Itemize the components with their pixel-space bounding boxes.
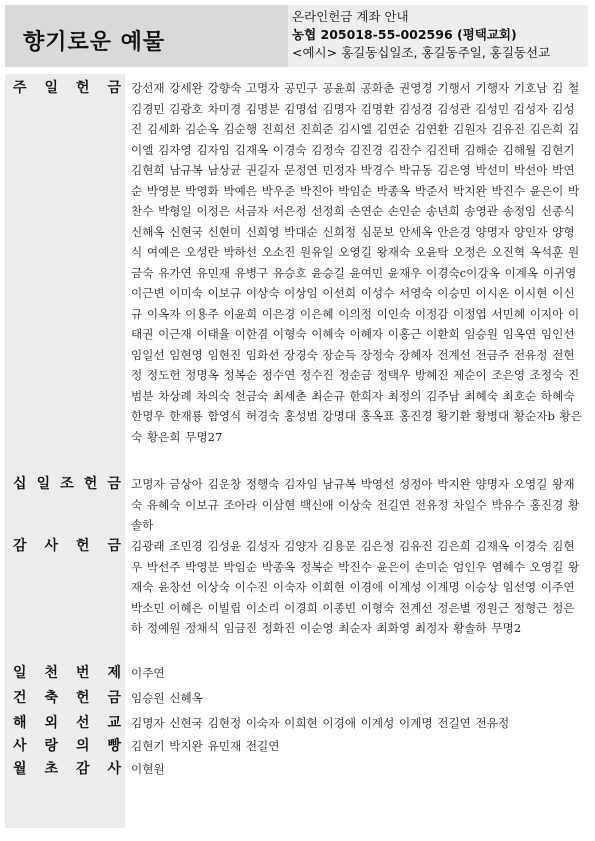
section-bread-of-love xyxy=(5,736,588,758)
category-label-char: 초 xyxy=(44,761,59,777)
category-label-char: 천 xyxy=(44,665,59,681)
category-label-char: 십 xyxy=(13,476,27,492)
donor-names: 이주연 xyxy=(131,666,165,680)
category-label xyxy=(13,663,121,684)
category-label-char: 번 xyxy=(75,665,90,681)
category-label-char: 헌 xyxy=(75,690,90,706)
category-label-char: 금 xyxy=(107,80,121,96)
section-month-start-thanks xyxy=(5,759,588,781)
category-label xyxy=(13,713,121,734)
donor-names: 김광래 조민경 김성윤 김성자 김양자 김용문 김은정 김유진 김은희 김재옥 이경숙 김현우 박선주 박영분 박임순 박종옥 정복순 박진수 윤은이 손미순 엄인우 염혜수 오영길 왕재숙 윤창선 이상숙 이수진 이숙자 이희현 이경애 이계성 이계명 이승상 임선영 이주연 박소민 이혜은 이빌립 이소리 이경희 이종빈 이형숙 전계선 정은별 정원근 정형근 정은하 정예원 정채식 임금진 정화진 이순영 최순자 최화영 최정자 황솔하 무명2 xyxy=(131,539,580,635)
category-label xyxy=(13,536,121,557)
category-label xyxy=(13,688,121,709)
category-label xyxy=(13,736,121,757)
section-tithe xyxy=(5,474,588,538)
category-label-char: 감 xyxy=(13,538,27,554)
section-overseas-missions xyxy=(5,713,588,735)
donor-names: 강선재 강세완 강향숙 고명자 공민구 공윤희 공화춘 권영경 기행서 기행자 기호남 김 철 김경민 김광호 차미경 김명분 김명섭 김명자 김명환 김성경 김성관 김성민 김성자 김성진 김세화 김순옥 김순행 진희선 진희준 김시엘 김연순 김연환 김원자 김유진 김은희 김이엘 김자영 김자임 김재옥 이경숙 김정숙 김진경 김진수 김진태 김해순 김해월 김현기 김현희 남규복 남상균 권길자 문정연 민정자 박경수 박규동 김은영 박선미 박선아 박연순 박영분 박영화 박예은 박우준 박진아 박임순 박종옥 박준서 박지완 박진수 윤은이 박찬수 박형일 이정은 서금자 서은정 선정희 손연순 손인순 송년희 송영관 송정임 신종식 신해옥 신현국 신현미 신희영 박대순 신희정 심문보 안세옥 안은경 양명자 양인자 양형식 여예은 오성란 박하선 오소진 원유일 오영길 왕재숙 오윤탁 오정은 오진혁 옥석훈 원금숙 유가연 유민재 유병구 유승호 윤승길 윤여민 윤재우 이경숙c이강옥 이계옥 이귀영 이근변 이미숙 이보규 이상숙 이상임 이선희 이성수 서영숙 이승민 이시온 이시현 이신규 이옥자 이용주 이윤희 이은경 이은혜 이의정 이인숙 이정감 이정엽 서민혜 이지아 이태권 이근재 이태율 이한겸 이형숙 이혜숙 이혜자 이홍근 이환희 임승원 임옥연 임인선 임일선 임현영 임현진 임화선 장경숙 장순득 장정숙 장혜자 전계선 전금주 전유정 전현정 정도헌 정명옥 정복순 정수연 정수진 정순금 정택우 방혜진 제순이 조은영 조정숙 진범분 차상례 차의숙 천금숙 최세춘 최순규 한희자 최정의 김주남 최혜숙 최호순 하혜숙 한명우 한재룡 함영식 허경숙 홍성범 강명대 홍옥표 홍진경 황기환 황병대 황순자b 황은숙 황은희 무명27 xyxy=(131,81,582,444)
category-label-char: 사 xyxy=(13,738,27,754)
category-label-char: 조 xyxy=(60,476,74,492)
category-label-char: 건 xyxy=(13,690,27,706)
donor-names: 이현원 xyxy=(131,762,165,776)
category-label-char: 감 xyxy=(75,761,90,777)
section-thanksgiving xyxy=(5,536,588,660)
online-offering-heading: 온라인헌금 계좌 안내 xyxy=(292,9,409,24)
category-label-char: 금 xyxy=(107,690,121,706)
category-label xyxy=(13,474,121,495)
category-label-char: 제 xyxy=(107,665,121,681)
category-label-char: 주 xyxy=(13,80,27,96)
category-label xyxy=(13,759,121,780)
deposit-name-example: <예시> 홍길동십일조, 홍길동주일, 홍길동선교 xyxy=(292,45,551,60)
category-label-char: 랑 xyxy=(44,738,59,754)
category-label xyxy=(13,78,121,99)
donor-names: 고명자 금상아 김운창 정행숙 김자임 남규복 박영선 성정아 박지완 양명자 오영길 왕재숙 유혜숙 이보규 조아라 이삼현 백신애 이상숙 전길연 전유정 차일수 박유수 홍진경 황솔하 xyxy=(131,477,580,532)
category-label-char: 해 xyxy=(13,715,27,731)
category-label-char: 축 xyxy=(44,690,59,706)
category-label-char: 월 xyxy=(13,761,27,777)
category-label-char: 빵 xyxy=(107,738,121,754)
category-label-char: 헌 xyxy=(75,538,90,554)
donor-names: 임승원 신혜옥 xyxy=(131,691,203,705)
category-label-char: 일 xyxy=(36,476,51,492)
category-label-char: 교 xyxy=(107,715,121,731)
category-label-char: 선 xyxy=(75,715,90,731)
category-label-char: 금 xyxy=(107,476,121,492)
section-thousand-offering xyxy=(5,663,588,685)
category-label-char: 의 xyxy=(75,738,90,754)
category-label-char: 금 xyxy=(107,538,121,554)
category-label-char: 일 xyxy=(13,665,27,681)
section-sunday-offering xyxy=(5,78,588,468)
category-label-char: 외 xyxy=(44,715,59,731)
category-label-char: 헌 xyxy=(75,80,90,96)
bank-account-number: 농협 205018-55-002596 (평택교회) xyxy=(292,27,517,42)
category-label-char: 일 xyxy=(44,80,59,96)
page-title: 향기로운 예물 xyxy=(23,30,166,55)
category-label-char: 사 xyxy=(44,538,59,554)
donor-names: 김현기 박지완 유민재 전길연 xyxy=(131,739,280,753)
category-label-char: 사 xyxy=(107,761,121,777)
donor-names: 김명자 신현국 김현정 이숙자 이희현 이경애 이계성 이계명 전길연 전유정 xyxy=(131,716,510,730)
title-box xyxy=(5,5,288,67)
account-info-box xyxy=(288,5,588,67)
category-label-char: 헌 xyxy=(83,476,98,492)
section-building-fund xyxy=(5,688,588,710)
